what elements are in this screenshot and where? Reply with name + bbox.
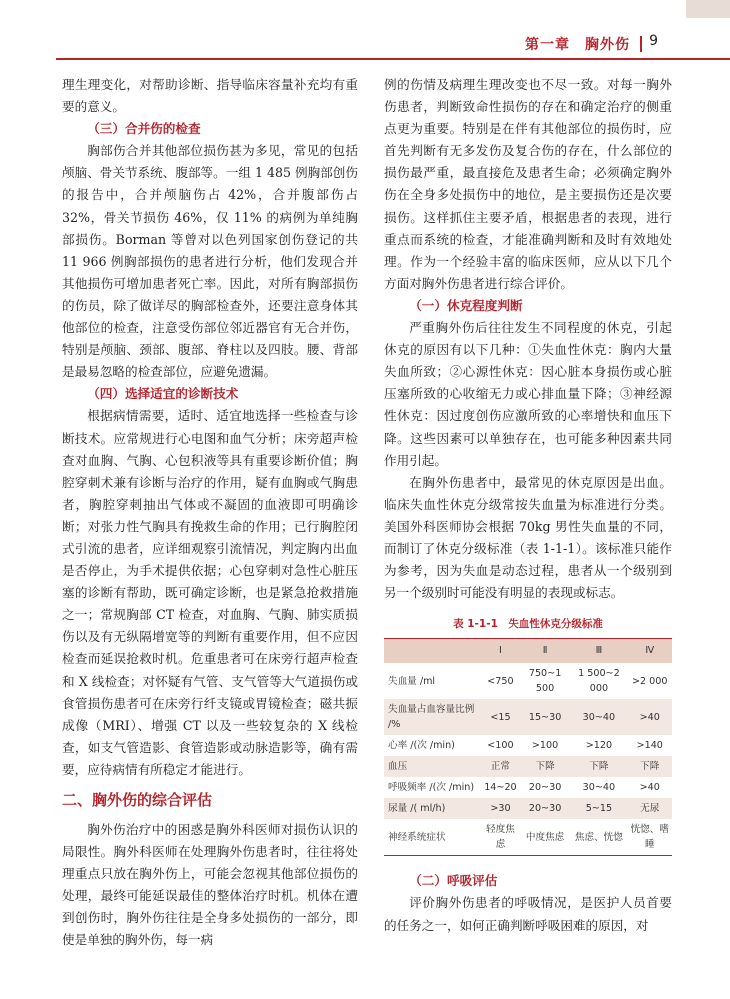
table-row bbox=[384, 819, 672, 856]
table-cell: 正常 bbox=[481, 756, 520, 777]
table-header-row bbox=[384, 639, 672, 664]
table-cell: <100 bbox=[487, 740, 514, 752]
subsection-heading: （一）休克程度判断 bbox=[409, 297, 523, 313]
table-cell: 下降 bbox=[520, 756, 570, 777]
table-cell: >30 bbox=[481, 798, 520, 819]
table-cell: 神经系统症状 bbox=[384, 819, 481, 856]
table-title: 表 1-1-1 失血性休克分级标准 bbox=[453, 618, 603, 631]
table-cell: 呼吸频率 /(次 /min) bbox=[388, 782, 475, 794]
table-cell: 30~40 bbox=[570, 699, 627, 735]
table-cell: >40 bbox=[639, 782, 660, 794]
header-divider bbox=[640, 36, 642, 52]
running-header bbox=[0, 0, 730, 62]
table-cell: 无尿 bbox=[628, 798, 673, 819]
paragraph: 例的伤情及病理生理改变也不尽一致。对每一胸外伤患者，判断致命性损伤的存在和确定治疗的侧重点更为重要。特别是在伴有其他部位的损伤时，应首先判断有无多发伤及复合伤的存在，什么部位的损伤最严重，最直接危及患者生命；必须确定胸外伤在全身多处损伤中的地位，是主要损伤还是次要损伤。这样抓住主要矛盾，根据患者的表现，进行重点而系统的检查，才能准确判断和及时有效地处理。作为一个经验丰富的临床医师，应从以下几个方面对胸外伤患者进行综合评价。 bbox=[384, 77, 672, 291]
table-cell: 14~20 bbox=[484, 782, 517, 794]
subsection-heading: （四）选择适宜的诊断技术 bbox=[87, 386, 239, 402]
table-cell: >2 000 bbox=[631, 675, 668, 687]
header-rule bbox=[56, 58, 730, 60]
shock-classification-table bbox=[384, 638, 672, 856]
left-column bbox=[62, 74, 358, 952]
subsection-heading: （二）呼吸评估 bbox=[409, 873, 498, 889]
paragraph: 根据病情需要，适时、适宜地选择一些检查与诊断技术。应常规进行心电图和血气分析；床旁超声检查对血胸、气胸、心包积液等具有重要诊断价值；胸腔穿刺术兼有诊断与治疗的作用，疑有血胸或气胸患者，胸腔穿刺抽出气体或不凝固的血液即可明确诊断；对张力性气胸具有挽救生命的作用；已行胸腔闭式引流的患者，应详细观察引流情况，判定胸内出血是否停止，为手术提供依据；心包穿刺对急性心脏压塞的诊断有帮助，既可确定诊断，也是紧急抢救措施之一；常规胸部 CT 检查，对血胸、气胸、肺实质损伤以及有无纵隔增宽等的判断有重要作用，但不应因检查而延误抢救时机。危重患者可在床旁行超声检查和 X 线检查；对怀疑有气管、支气管等大气道损伤或食管损伤患者可在床旁行纤支镜或胃镜检查；磁共振成像（MRI）、增强 CT 以及一些较复杂的 X 线检查，如支气管造影、食管造影或动脉造影等，确有需要，应待病情有所稳定才能进行。 bbox=[62, 408, 358, 777]
table-cell: 30~40 bbox=[582, 782, 616, 794]
table-header-cell: Ⅰ bbox=[481, 639, 520, 664]
table-cell: 轻度焦虑 bbox=[481, 819, 520, 856]
table-cell: 1 500~2 000 bbox=[578, 668, 620, 695]
table-row bbox=[384, 756, 672, 777]
table-cell: 15~30 bbox=[520, 699, 570, 735]
section-heading: 二、胸外伤的综合评估 bbox=[62, 791, 213, 809]
paragraph: 评价胸外伤患者的呼吸情况，是医护人员首要的任务之一，如何正确判断呼吸困难的原因，对 bbox=[384, 895, 672, 933]
right-column bbox=[384, 74, 672, 937]
table-row bbox=[384, 777, 672, 798]
paragraph: 在胸外伤患者中，最常见的休克原因是出血。临床失血性休克分级常按失血量为标准进行分类。美国外科医师协会根据 70kg 男性失血量的不同，而制订了休克分级标准（表 1-1-1）。该标准只能作为参考，因为失血是动态过程，患者从一个级别到另一个级别时可能没有明显的表现或标志。 bbox=[384, 474, 672, 601]
table-cell: 血压 bbox=[384, 756, 481, 777]
table-cell: 心率 /(次 /min) bbox=[388, 740, 455, 752]
table-header-cell: Ⅲ bbox=[570, 639, 627, 664]
paragraph: 胸外伤治疗中的困惑是胸外科医师对损伤认识的局限性。胸外科医师在处理胸外伤患者时，往往将处理重点只放在胸外伤上，可能会忽视其他部位损伤的处理，最终可能延误最佳的整体治疗时机。机体在遭到创伤时，胸外伤往往是全身多处损伤的一部分，即使是单独的胸外伤，每一病 bbox=[62, 822, 358, 948]
table-cell: >100 bbox=[531, 740, 559, 752]
table-cell: <15 bbox=[481, 699, 520, 735]
table-row bbox=[384, 735, 672, 756]
table-row bbox=[384, 699, 672, 735]
subsection-heading: （三）合并伤的检查 bbox=[87, 121, 201, 137]
paragraph: 胸部伤合并其他部位损伤甚为多见，常见的包括颅脑、骨关节系统、腹部等。一组 1 485 例胸部创伤的报告中，合并颅脑伤占 42%，合并腹部伤占 32%，骨关节损伤 46%，仅 11% 的病例为单纯胸部损伤。Borman 等曾对以色列国家创伤登记的共 11 966 例胸部损伤的患者进行分析，他们发现合并其他损伤可增加患者死亡率。因此，对所有胸部损伤的伤员，除了做详尽的胸部检查外，还要注意身体其他部位的检查，注意受伤部位邻近器官有无合并伤，特别是颅脑、颈部、腹部、脊柱以及四肢。腰、背部是最易忽略的检查部位，应避免遗漏。 bbox=[62, 143, 358, 380]
table-row bbox=[384, 798, 672, 819]
table-cell: 焦虑、恍惚 bbox=[570, 819, 627, 856]
table-header-cell bbox=[384, 639, 481, 664]
table-cell: 下降 bbox=[628, 756, 673, 777]
table-cell: 5~15 bbox=[570, 798, 627, 819]
table-cell: 750~1 500 bbox=[528, 668, 562, 695]
table-header-cell: Ⅳ bbox=[628, 639, 673, 664]
table-cell: 20~30 bbox=[520, 798, 570, 819]
paragraph: 理生理变化，对帮助诊断、指导临床容量补充均有重要的意义。 bbox=[62, 77, 358, 115]
table-cell: <750 bbox=[487, 675, 514, 687]
table-cell: >120 bbox=[585, 740, 613, 752]
table-cell: 失血量占血容量比例 /% bbox=[384, 699, 481, 735]
table-cell: 恍惚、嗜睡 bbox=[628, 819, 673, 856]
table-cell: 尿量 /( ml/h) bbox=[384, 798, 481, 819]
table-cell: >40 bbox=[628, 699, 673, 735]
table-row bbox=[384, 663, 672, 699]
table-cell: 20~30 bbox=[528, 782, 562, 794]
paragraph: 严重胸外伤后往往发生不同程度的休克，引起休克的原因有以下几种：①失血性休克：胸内大量失血所致；②心源性休克：因心脏本身损伤或心脏压塞所致的心收缩无力或心排血量下降；③神经源性休克：因过度创伤应激所致的心率增快和血压下降。这些因素可以单独存在，也可能多种因素共同作用引起。 bbox=[384, 320, 672, 468]
table-cell: 中度焦虑 bbox=[520, 819, 570, 856]
table-cell: 下降 bbox=[570, 756, 627, 777]
table-header-cell: Ⅱ bbox=[520, 639, 570, 664]
table-cell: >140 bbox=[636, 740, 663, 752]
page-number: 9 bbox=[649, 33, 658, 49]
chapter-title: 第一章 胸外伤 bbox=[525, 37, 630, 53]
table-cell: 失血量 /ml bbox=[388, 675, 436, 687]
